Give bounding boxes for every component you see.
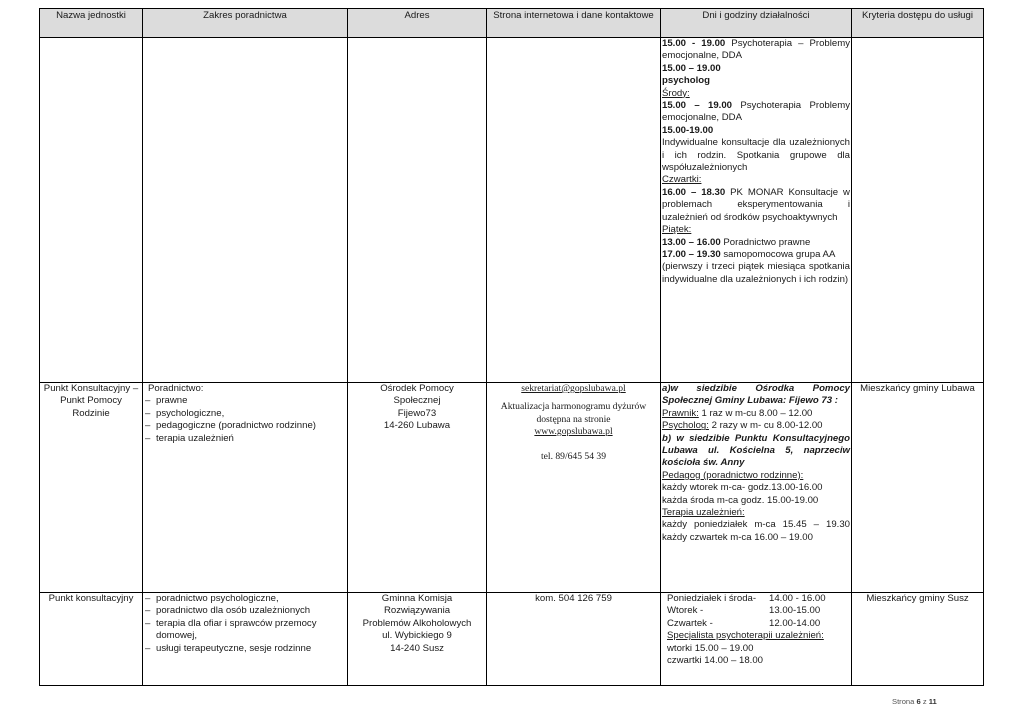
row3-criteria: Mieszkańcy gminy Susz <box>852 593 984 686</box>
row2-name: Punkt Konsultacyjny – Punkt Pomocy Rodzinie <box>40 383 143 593</box>
page-total: 11 <box>928 697 937 706</box>
row2-scope-title: Poradnictwo: <box>148 383 204 394</box>
hours-line <box>662 249 850 261</box>
lawyer-label: Prawnik: <box>662 407 699 419</box>
row3-hours-list <box>667 593 850 630</box>
hours-line <box>662 63 850 75</box>
therapy-label: Terapia uzależnień: <box>662 507 745 519</box>
hours-line <box>662 75 850 87</box>
page-current: 6 <box>916 697 921 706</box>
day-label: Środy: <box>662 87 690 99</box>
header-name: Nazwa jednostki <box>40 9 143 38</box>
row3-scope <box>143 593 348 686</box>
time-range: 15.00-19.00 <box>662 124 714 136</box>
location-b: b) w siedzibie Punktu Konsultacyjnego Lubawa ul. Kościelna 5, naprzeciw kościoła św. Anny <box>662 432 850 469</box>
hours-line <box>662 187 850 224</box>
row3-hours <box>661 593 852 686</box>
time-range: 15.00 - 19.00 <box>662 38 726 49</box>
specialist-label: Specjalista psychoterapii uzależnień: <box>667 630 824 642</box>
website-link[interactable]: www.gopslubawa.pl <box>534 426 613 438</box>
hours-description: Psychoterapia – Problemy emocjonalne, DDA <box>662 38 850 62</box>
page-sep: z <box>920 697 929 706</box>
address-line: 14-260 Lubawa <box>383 420 451 432</box>
hours-line <box>662 100 850 125</box>
page-prefix: Strona <box>892 697 917 706</box>
hours-line <box>662 174 850 186</box>
hours-description: Indywidualne konsultacje dla uzależnionych i ich rodzin. Spotkania grupowe dla współuzależnionych <box>662 137 850 174</box>
address-line: Społecznej <box>393 395 441 407</box>
hours-line <box>667 605 850 617</box>
row3-contact: kom. 504 126 759 <box>487 593 661 686</box>
pedagog-hours-2: każda środa m-ca godz. 15.00-19.00 <box>662 494 819 506</box>
address-line: 14-240 Susz <box>390 642 444 654</box>
specialist-hours-2: czwartki 14.00 – 18.00 <box>667 655 763 667</box>
header-scope: Zakres poradnictwa <box>143 9 348 38</box>
cell-empty <box>40 38 143 383</box>
schedule-note: Aktualizacja harmonogramu dyżurów dostępna na stronie <box>500 401 647 425</box>
time-range: 12.00-14.00 <box>769 617 821 629</box>
psychologist-hours: 2 razy w m- cu 8.00-12.00 <box>708 420 823 432</box>
row2-hours <box>661 383 852 593</box>
time-range: 15.00 – 19.00 <box>662 62 721 74</box>
specialist-hours-1: wtorki 15.00 – 19.00 <box>667 642 754 654</box>
hours-line <box>662 125 850 137</box>
hours-line <box>662 224 850 236</box>
pedagog-label: Pedagog (poradnictwo rodzinne): <box>662 469 804 481</box>
table-row <box>40 38 984 383</box>
day-label: Czwartki: <box>662 174 702 186</box>
time-range: 13.00-15.00 <box>769 605 821 617</box>
row2-address <box>348 383 487 593</box>
row3-name: Punkt konsultacyjny <box>40 593 143 686</box>
header-hours: Dni i godziny działalności <box>661 9 852 38</box>
day-label: Piątek: <box>662 224 692 236</box>
list-item: – usługi terapeutyczne, sesje rodzinne <box>144 643 346 655</box>
address-line: Problemów Alkoholowych <box>362 617 472 629</box>
hours-description: Poradnictwo prawne <box>720 236 811 248</box>
address-line: Gminna Komisja <box>381 593 453 604</box>
day-label: Czwartek - <box>667 617 713 629</box>
therapy-hours: każdy poniedziałek m-ca 15.45 – 19.30 każdy czwartek m-ca 16.00 – 19.00 <box>662 519 850 543</box>
header-criteria: Kryteria dostępu do usługi <box>852 9 984 38</box>
row2-scope <box>143 383 348 593</box>
list-item: – psychologiczne, <box>144 408 346 420</box>
time-range: 13.00 – 16.00 <box>662 236 721 248</box>
address-line: ul. Wybickiego 9 <box>382 630 452 642</box>
table-row <box>40 593 984 686</box>
hours-description: Psychoterapia Problemy emocjonalne, DDA <box>662 100 850 124</box>
lawyer-hours: 1 raz w m-cu 8.00 – 12.00 <box>698 407 813 419</box>
hours-description: PK MONAR Konsultacje w problemach eksperymentowania i uzależnień od środków psychoaktywnych <box>662 186 850 223</box>
day-label: Poniedziałek i środa- <box>667 593 757 604</box>
table-header-row <box>40 9 984 38</box>
day-label: Wtorek - <box>667 605 704 617</box>
list-item: – pedagogiczne (poradnictwo rodzinne) <box>144 420 346 432</box>
address-line: Rozwiązywania <box>383 605 451 617</box>
header-contact: Strona internetowa i dane kontaktowe <box>487 9 661 38</box>
hours-description: samopomocowa grupa AA <box>720 248 836 260</box>
location-a: a)w siedzibie Ośrodka Pomocy Społecznej Gminy Lubawa: Fijewo 73 : <box>662 383 850 407</box>
services-table <box>39 8 984 686</box>
time-range: 16.00 – 18.30 <box>662 186 726 198</box>
list-item: – terapia uzależnień <box>144 433 346 445</box>
email-link[interactable]: sekretariat@gopslubawa.pl <box>521 383 626 394</box>
row2-scope-list <box>144 395 346 445</box>
row1-hours-list <box>662 38 850 286</box>
header-address: Adres <box>348 9 487 38</box>
time-range: 14.00 - 16.00 <box>769 593 826 604</box>
time-range: 17.00 – 19.30 <box>662 248 721 260</box>
cell-empty <box>348 38 487 383</box>
row2-contact <box>487 383 661 593</box>
row1-hours-cell <box>661 38 852 383</box>
time-range: psycholog <box>662 75 710 87</box>
cell-empty <box>143 38 348 383</box>
address-line: Fijewo73 <box>397 407 437 419</box>
pedagog-hours-1: każdy wtorek m-ca- godz.13.00-16.00 <box>662 482 823 494</box>
hours-line <box>662 88 850 100</box>
row2-criteria: Mieszkańcy gminy Lubawa <box>852 383 984 593</box>
cell-empty <box>487 38 661 383</box>
table-row <box>40 383 984 593</box>
hours-line <box>667 593 850 605</box>
time-range: 15.00 – 19.00 <box>662 100 733 112</box>
list-item: – terapia dla ofiar i sprawców przemocy domowej, <box>144 618 346 643</box>
hours-description: (pierwszy i trzeci piątek miesiąca spotkania indywidualne dla uzależnionych i ich rodzin) <box>662 261 850 285</box>
list-item: – poradnictwo dla osób uzależnionych <box>144 605 346 617</box>
hours-line <box>662 237 850 249</box>
hours-line <box>662 261 850 286</box>
list-item: – poradnictwo psychologiczne, <box>144 593 346 605</box>
hours-line <box>662 137 850 174</box>
psychologist-label: Psycholog: <box>662 420 709 432</box>
phone-number: tel. 89/645 54 39 <box>540 450 607 462</box>
hours-line <box>662 38 850 63</box>
row3-address <box>348 593 487 686</box>
cell-empty <box>852 38 984 383</box>
list-item: – prawne <box>144 395 346 407</box>
hours-line <box>667 618 850 630</box>
address-line: Ośrodek Pomocy <box>380 383 454 394</box>
row3-scope-list <box>144 593 346 655</box>
page-number <box>892 697 937 706</box>
